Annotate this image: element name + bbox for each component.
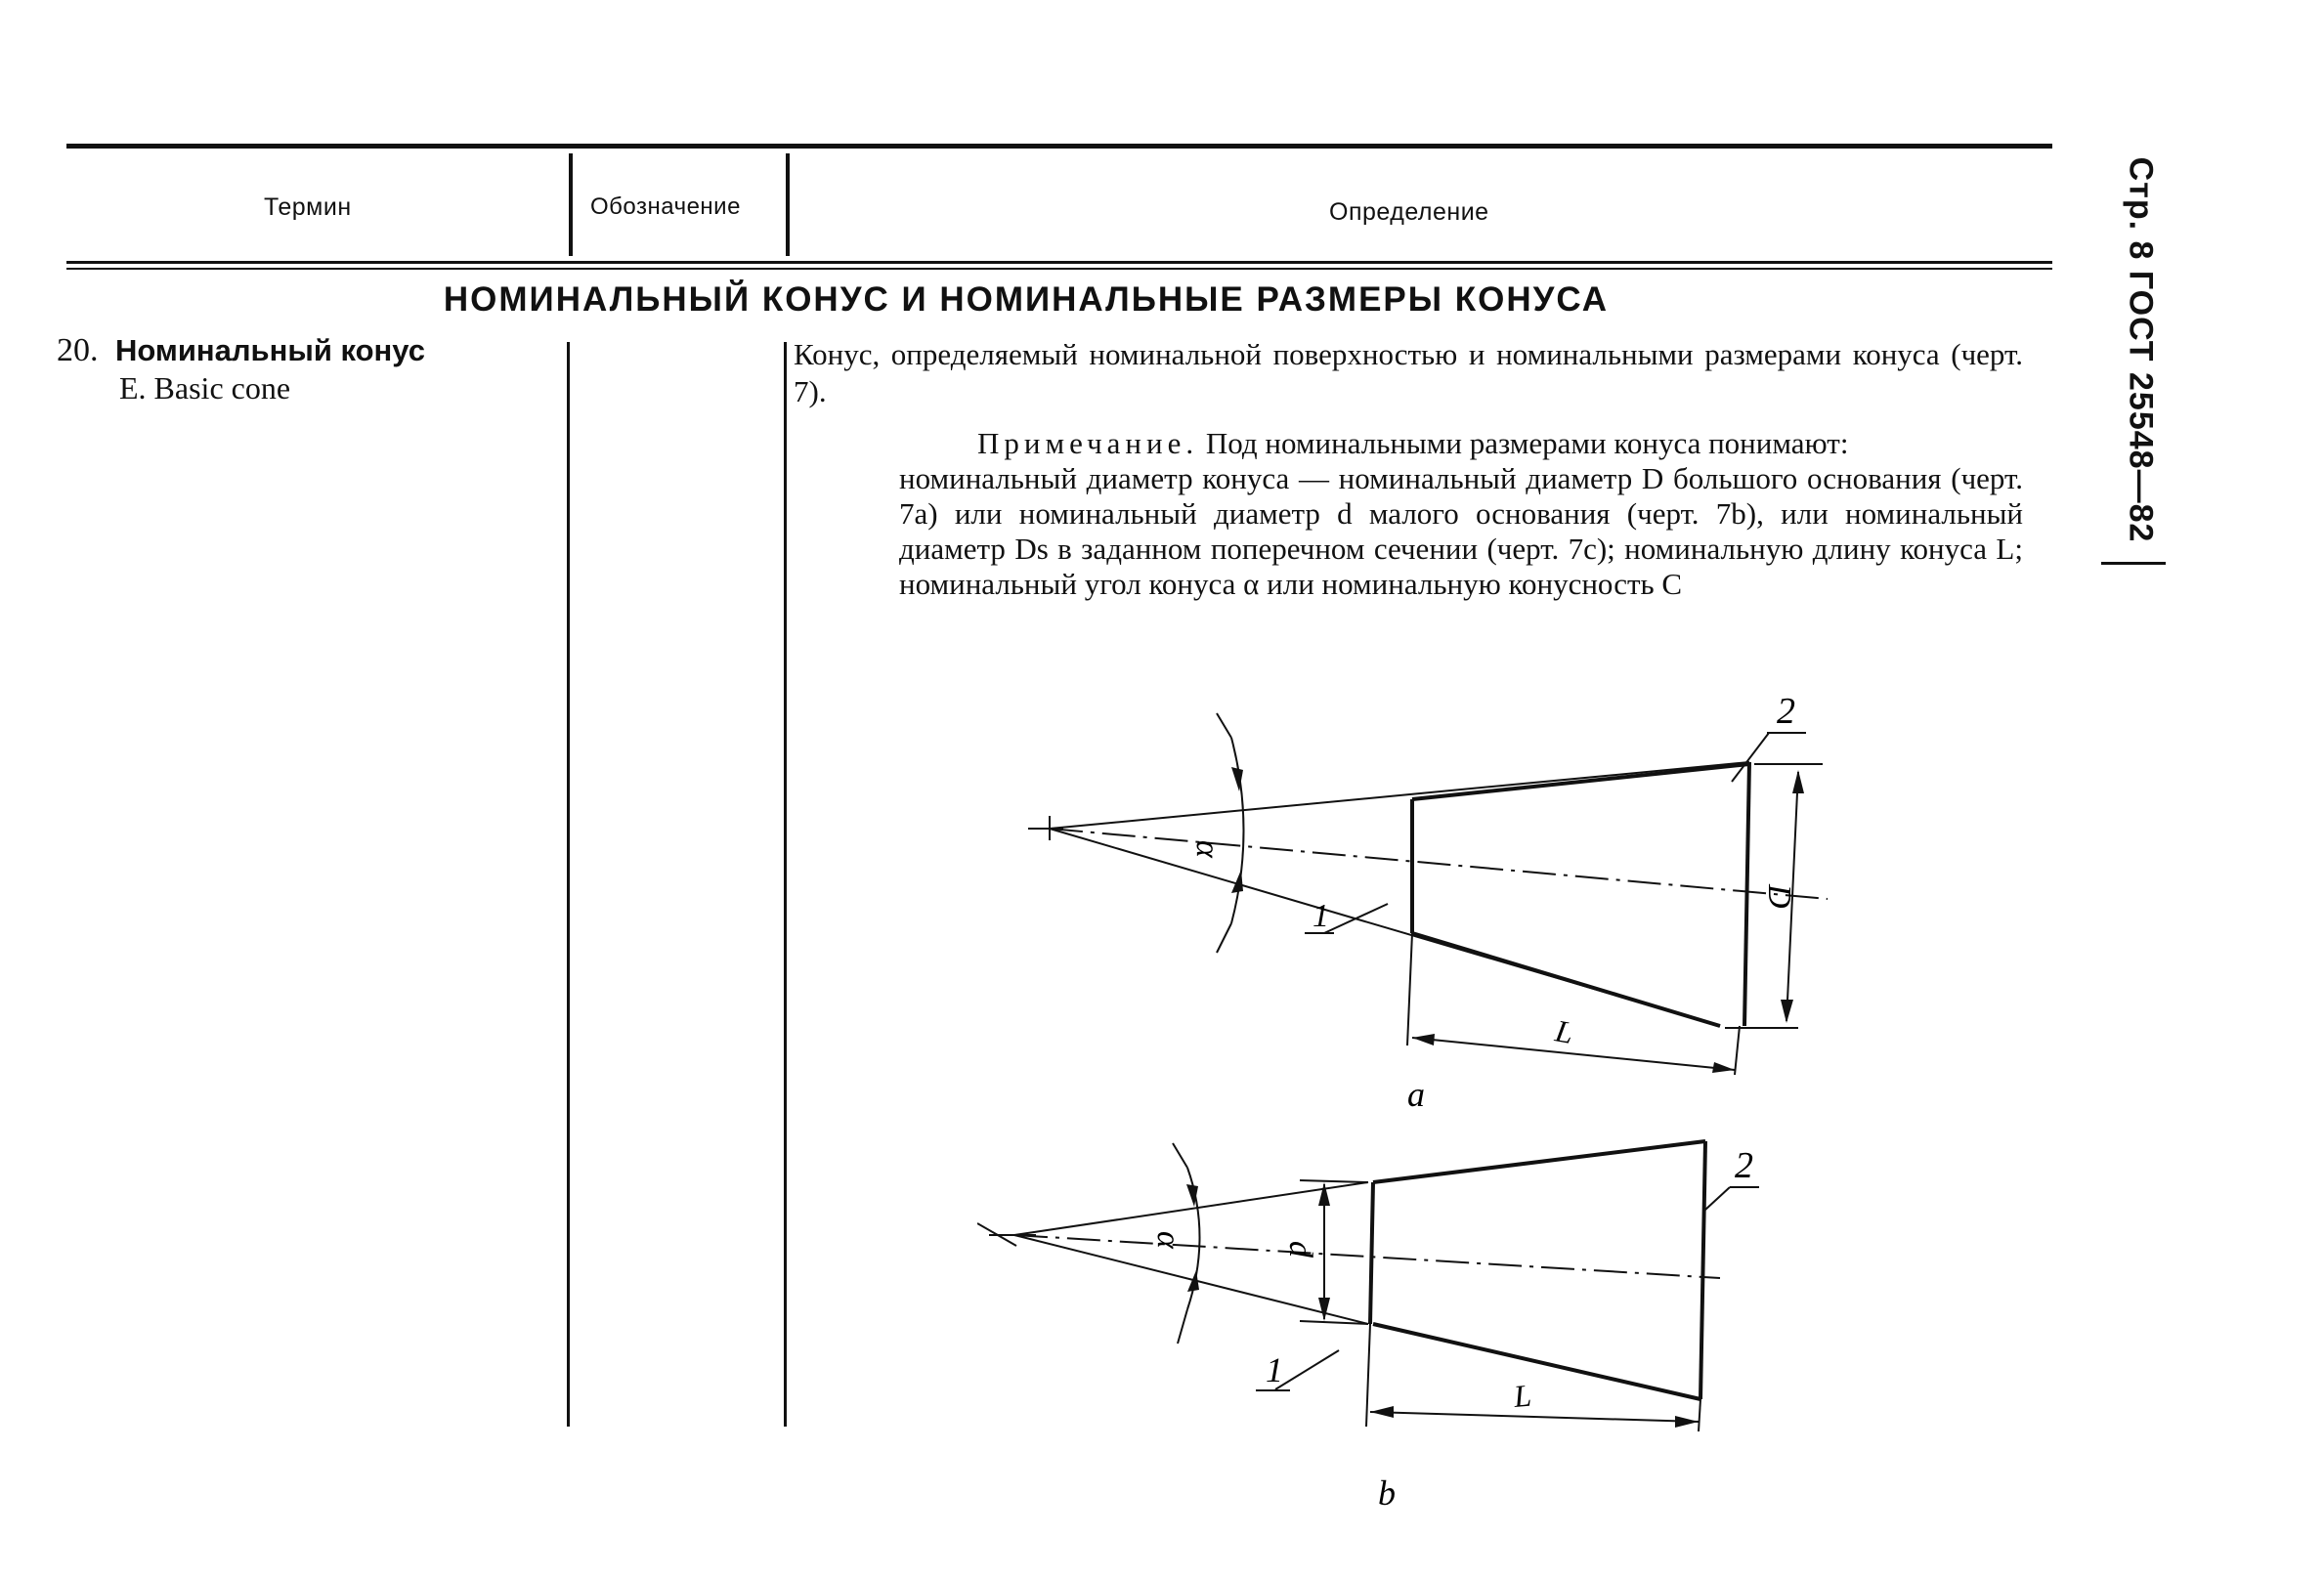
d-label: d [1282, 1241, 1318, 1258]
callout-2-leader [1705, 1187, 1730, 1210]
alpha-label: α [1150, 1231, 1186, 1249]
note-intro: Под номинальными размерами конуса понимают: [1205, 426, 1849, 460]
callout-1-leader [1275, 1350, 1339, 1389]
note-label: Примечание. [977, 426, 1199, 460]
large-base-ext [1699, 1399, 1700, 1431]
l-arrow-right [1712, 1062, 1735, 1073]
callout-1-label: 1 [1313, 898, 1329, 934]
figure-b [977, 1114, 1837, 1534]
angle-arrow-top-tail [1173, 1143, 1187, 1168]
angle-arc [1231, 738, 1244, 923]
lower-edge-thick [1412, 933, 1720, 1026]
upper-edge-thick [1412, 764, 1749, 799]
column-divider-1-body [567, 342, 570, 1427]
column-divider-2-body [784, 342, 787, 1427]
l-arrow-left [1412, 1034, 1435, 1046]
definition [794, 336, 2023, 410]
angle-arrow-top-tail [1217, 713, 1231, 738]
side-header-text: Стр. 8 ГОСТ 25548—82 [2122, 156, 2160, 543]
definition-text: Конус, определяемый номинальной поверхностью и номинальными размерами конуса (черт. 7). [794, 337, 2023, 408]
angle-arrow-bottom [1231, 870, 1243, 893]
lower-edge-thick [1373, 1324, 1700, 1399]
column-divider-1 [569, 153, 573, 256]
header-bottom-rule [66, 261, 2052, 264]
term-russian: Номинальный конус [115, 333, 425, 367]
l-arrow-left [1370, 1406, 1394, 1418]
upper-generatrix [1050, 762, 1749, 829]
large-base [1700, 1141, 1705, 1399]
callout-1-leader [1324, 904, 1388, 933]
large-base [1744, 762, 1749, 1026]
angle-arrow-bottom-tail [1178, 1309, 1187, 1344]
side-rule [2101, 562, 2166, 565]
callout-1-label: 1 [1266, 1350, 1283, 1389]
header-designation: Обозначение [590, 193, 741, 220]
term-entry [57, 332, 425, 406]
header-bottom-rule-thin [66, 268, 2052, 270]
top-rule [66, 144, 2052, 149]
large-base-ext [1735, 1026, 1740, 1075]
d-arrow-bottom [1781, 1000, 1793, 1023]
callout-2-label: 2 [1735, 1145, 1753, 1186]
entry-number: 20. [57, 332, 99, 368]
small-base [1370, 1182, 1373, 1324]
l-dim-line [1370, 1412, 1699, 1422]
d-arrow-bottom [1318, 1298, 1330, 1321]
axis-line [1014, 1235, 1720, 1278]
d-arrow-top [1792, 770, 1804, 793]
alpha-label: α [1189, 840, 1226, 858]
d-ext-top [1300, 1180, 1368, 1182]
column-divider-2 [786, 153, 790, 256]
l-arrow-right [1675, 1416, 1699, 1428]
note-body: номинальный диаметр конуса — номинальный диаметр D большого основания (черт. 7a) или номинальный диаметр d малого основания (черт. 7b), или номинальный диаметр Ds в заданном поперечном сечении (черт. 7c); номинальную длину конуса L; номинальный угол конуса α или номинальную конусность C [899, 461, 2023, 601]
small-base-ext [1407, 933, 1412, 1046]
section-title: НОМИНАЛЬНЫЙ КОНУС И НОМИНАЛЬНЫЕ РАЗМЕРЫ КОНУСА [443, 280, 1610, 319]
small-base-ext [1366, 1324, 1370, 1427]
figure-b-caption: b [1378, 1473, 1396, 1513]
note [899, 426, 2023, 602]
header-definition: Определение [1329, 198, 1489, 226]
figure-a-caption: a [1407, 1075, 1425, 1114]
l-label: L [1512, 1377, 1533, 1414]
header-term: Термин [264, 193, 352, 221]
upper-edge-thick [1373, 1141, 1705, 1182]
callout-2-label: 2 [1777, 691, 1795, 732]
l-label: L [1552, 1012, 1576, 1050]
l-dim-line [1412, 1038, 1735, 1070]
term-english: E. Basic cone [119, 370, 291, 405]
d-arrow-top [1318, 1182, 1330, 1206]
figure-a [997, 684, 1857, 1114]
side-page-header [2111, 145, 2170, 555]
angle-arrow-bottom-tail [1217, 923, 1231, 953]
d-label: D [1761, 884, 1797, 909]
